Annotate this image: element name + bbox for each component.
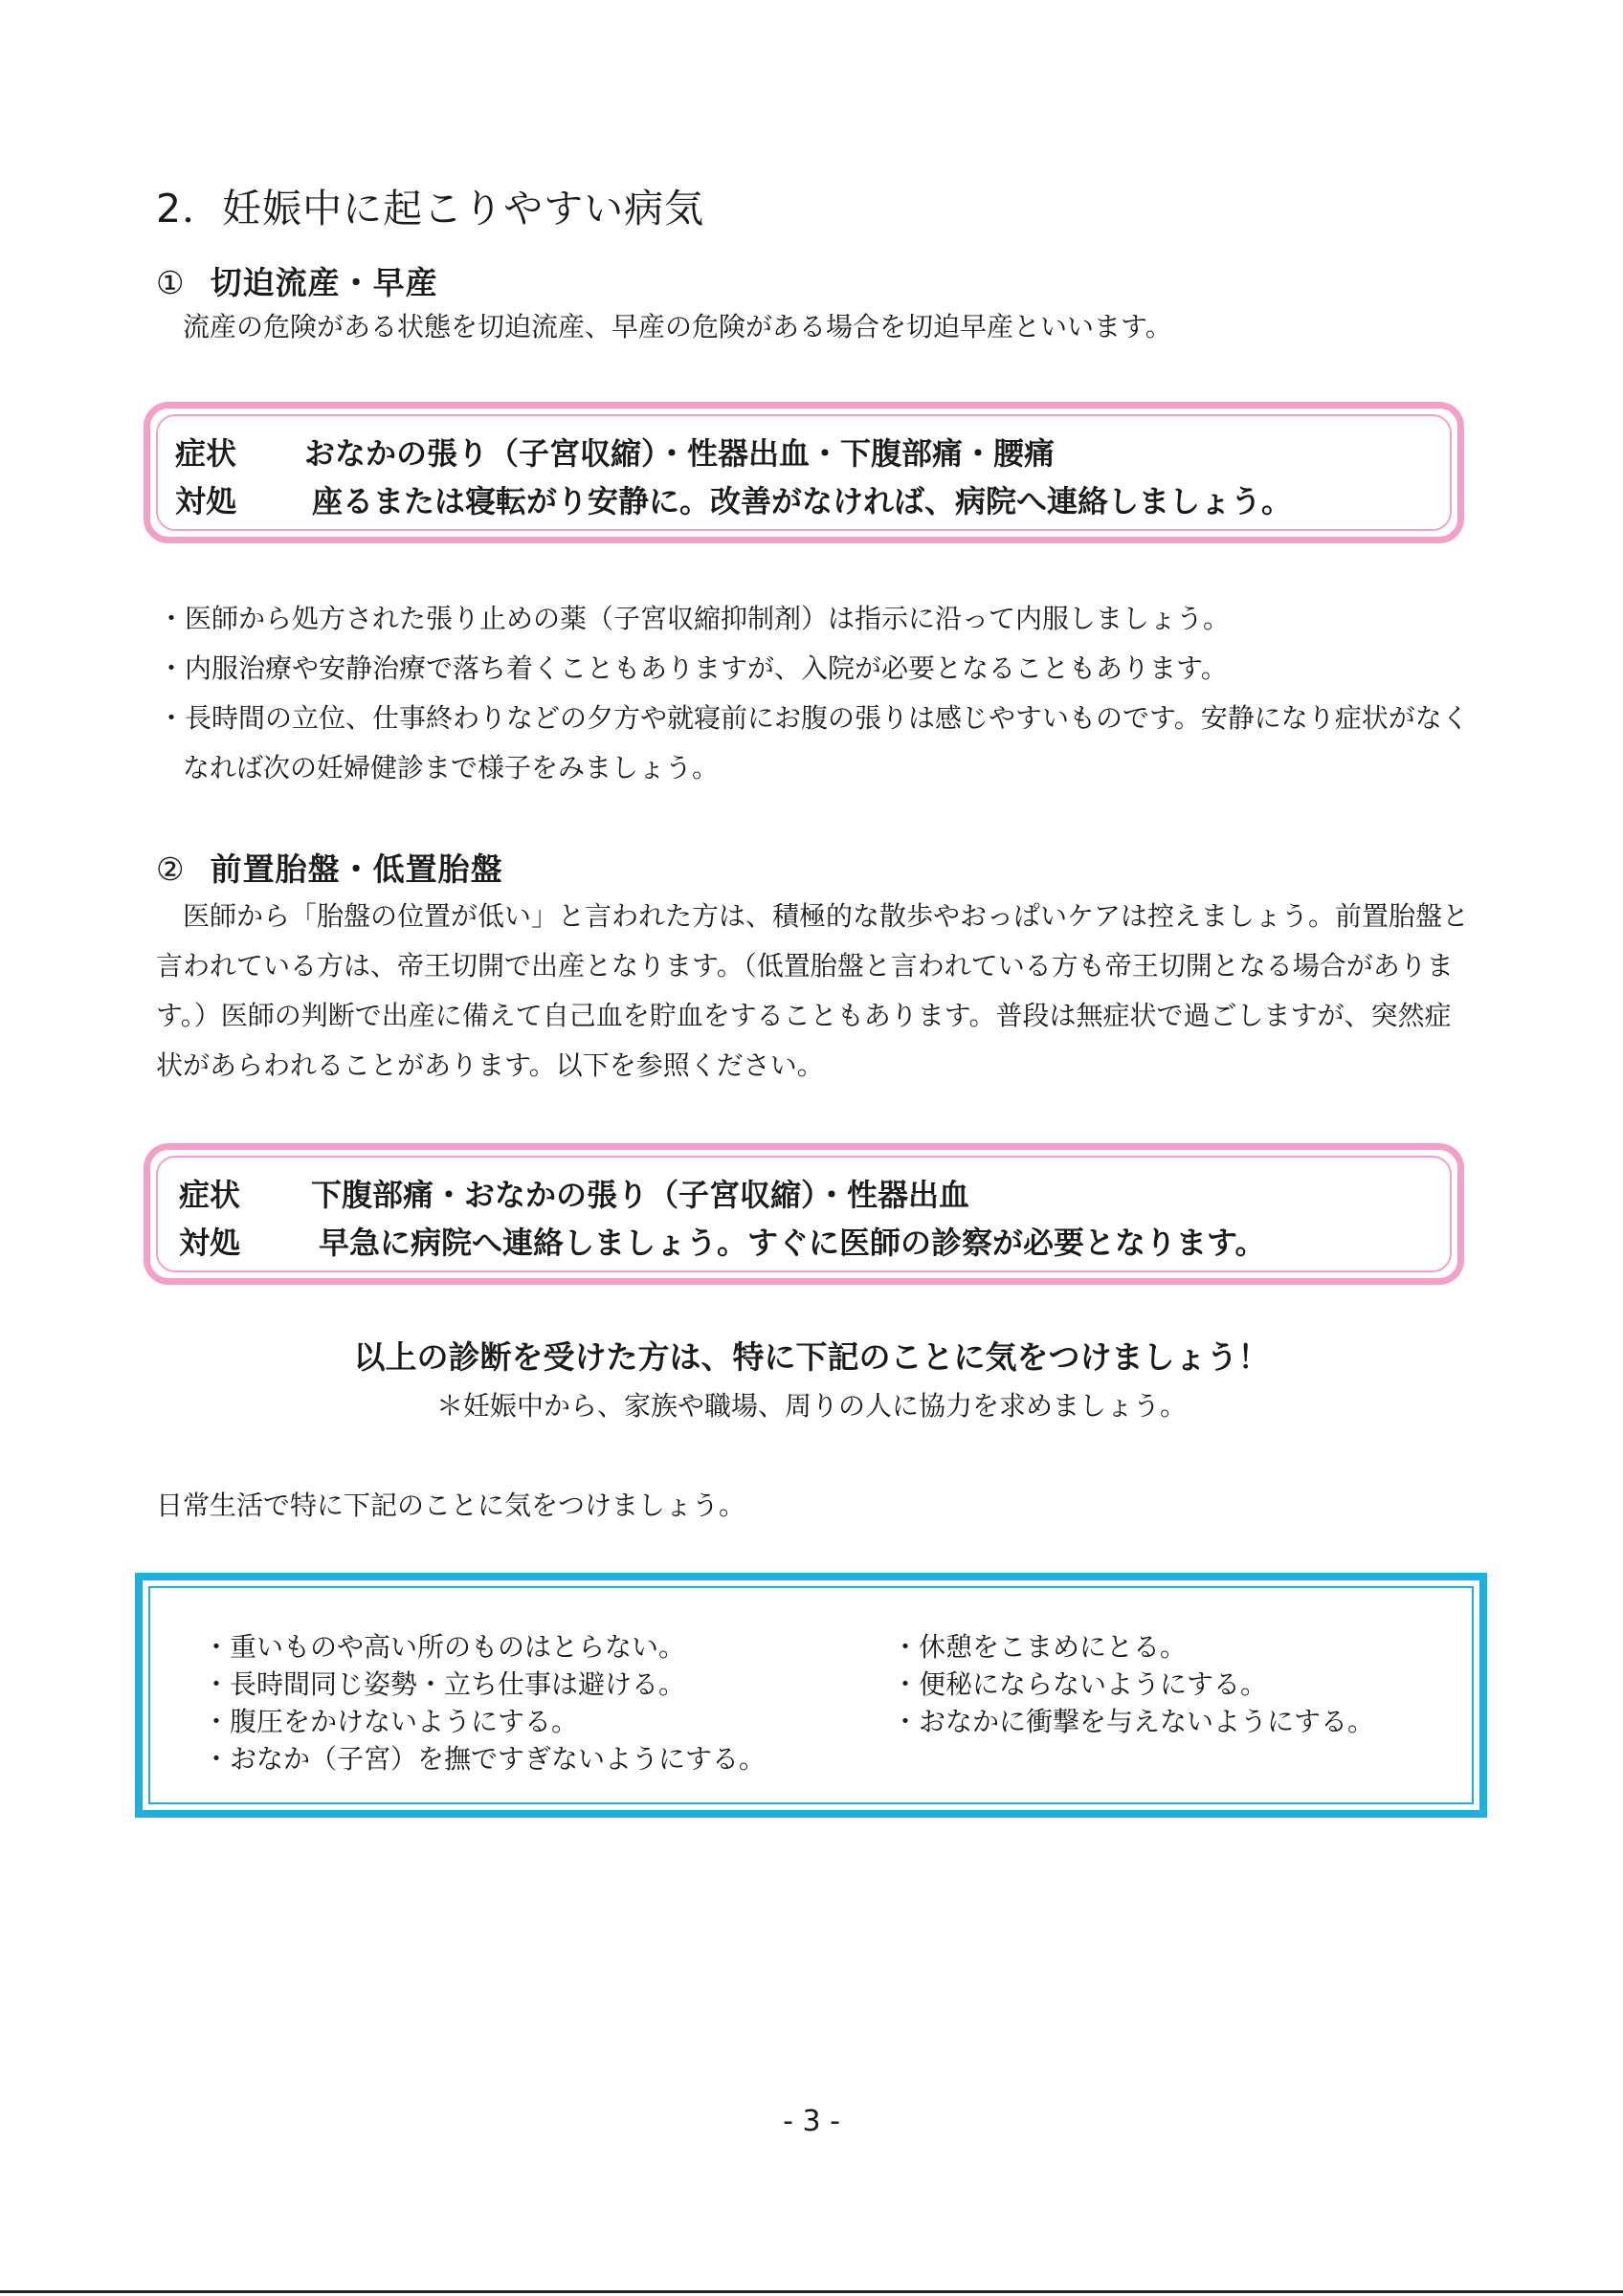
action-label: 対処 bbox=[175, 483, 237, 519]
section1-intro: 流産の危険がある状態を切迫流産、早産の危険がある場合を切迫早産といいます。 bbox=[183, 311, 1172, 342]
list-item: ・内服治療や安静治療で落ち着くこともありますが、入院が必要となることもあります。 bbox=[158, 652, 1228, 684]
notice-sub: ＊妊娠中から、家族や職場、周りの人に協力を求めましょう。 bbox=[435, 1390, 1187, 1422]
tip-item: ・長時間同じ姿勢・立ち仕事は避ける。 bbox=[203, 1668, 686, 1700]
tip-item: ・便秘にならないようにする。 bbox=[892, 1668, 1268, 1700]
page-bottom-border bbox=[0, 2290, 1623, 2293]
tip-item: ・おなか（子宮）を撫ですぎないようにする。 bbox=[203, 1743, 767, 1775]
page-title: 2．妊娠中に起こりやすい病気 bbox=[156, 186, 705, 232]
section1-number: ① bbox=[156, 264, 186, 301]
section1-action-row bbox=[175, 477, 1292, 521]
section2-heading bbox=[156, 845, 503, 890]
section2-info-box bbox=[144, 1143, 1464, 1285]
page-number: - 3 - bbox=[783, 2105, 840, 2138]
tip-item: ・腹圧をかけないようにする。 bbox=[203, 1706, 579, 1737]
section1-bullet-list bbox=[158, 594, 1474, 793]
daily-intro: 日常生活で特に下記のことに気をつけましょう。 bbox=[156, 1490, 746, 1521]
symptom-text: おなかの張り（子宮収縮）・性器出血・下腹部痛・腰痛 bbox=[304, 435, 1056, 472]
action-text: 座るまたは寝転がり安静に。改善がなければ、病院へ連絡しましょう。 bbox=[312, 483, 1293, 519]
daily-tips-box bbox=[135, 1573, 1487, 1818]
section1-heading bbox=[156, 258, 438, 303]
section2-symptom-row bbox=[179, 1171, 969, 1215]
section1-heading-text: 切迫流産・早産 bbox=[210, 264, 438, 301]
tip-item: ・おなかに衝撃を与えないようにする。 bbox=[892, 1706, 1375, 1737]
symptom-text: 下腹部痛・おなかの張り（子宮収縮）・性器出血 bbox=[311, 1177, 970, 1213]
list-item: ・医師から処方された張り止めの薬（子宮収縮抑制剤）は指示に沿って内服しましょう。 bbox=[158, 603, 1231, 634]
notice-main: 以上の診断を受けた方は、特に下記のことに気をつけましょう！ bbox=[353, 1338, 1270, 1376]
section1-info-box bbox=[144, 402, 1464, 543]
action-text: 早急に病院へ連絡しましょう。すぐに医師の診察が必要となります。 bbox=[319, 1225, 1266, 1261]
symptom-label: 症状 bbox=[175, 435, 237, 472]
section2-paragraph: 医師から「胎盤の位置が低い」と言われた方は、積極的な散歩やおっぱいケアは控えましょう。前置胎盤と言われている方は、帝王切開で出産となります。（低置胎盤と言われている方も帝王切開となる場合があります。）医師の判断で出産に備えて自己血を貯血をすることもあります。普段は無症状で過ごしますが、突然症状があらわれることがあります。以下を参照ください。 bbox=[156, 900, 1470, 1081]
section2-action-row bbox=[179, 1219, 1265, 1263]
tip-item: ・重いものや高い所のものはとらない。 bbox=[203, 1631, 686, 1663]
section1-symptom-row bbox=[175, 430, 1055, 474]
tip-item: ・休憩をこまめにとる。 bbox=[892, 1631, 1188, 1663]
list-item: ・長時間の立位、仕事終わりなどの夕方や就寝前にお腹の張りは感じやすいものです。安静になり症状がなくなれば次の妊婦健診まで様子をみましょう。 bbox=[158, 702, 1469, 784]
symptom-label: 症状 bbox=[179, 1177, 241, 1213]
section2-heading-text: 前置胎盤・低置胎盤 bbox=[210, 850, 503, 888]
section2-number: ② bbox=[156, 850, 186, 888]
action-label: 対処 bbox=[179, 1225, 241, 1261]
